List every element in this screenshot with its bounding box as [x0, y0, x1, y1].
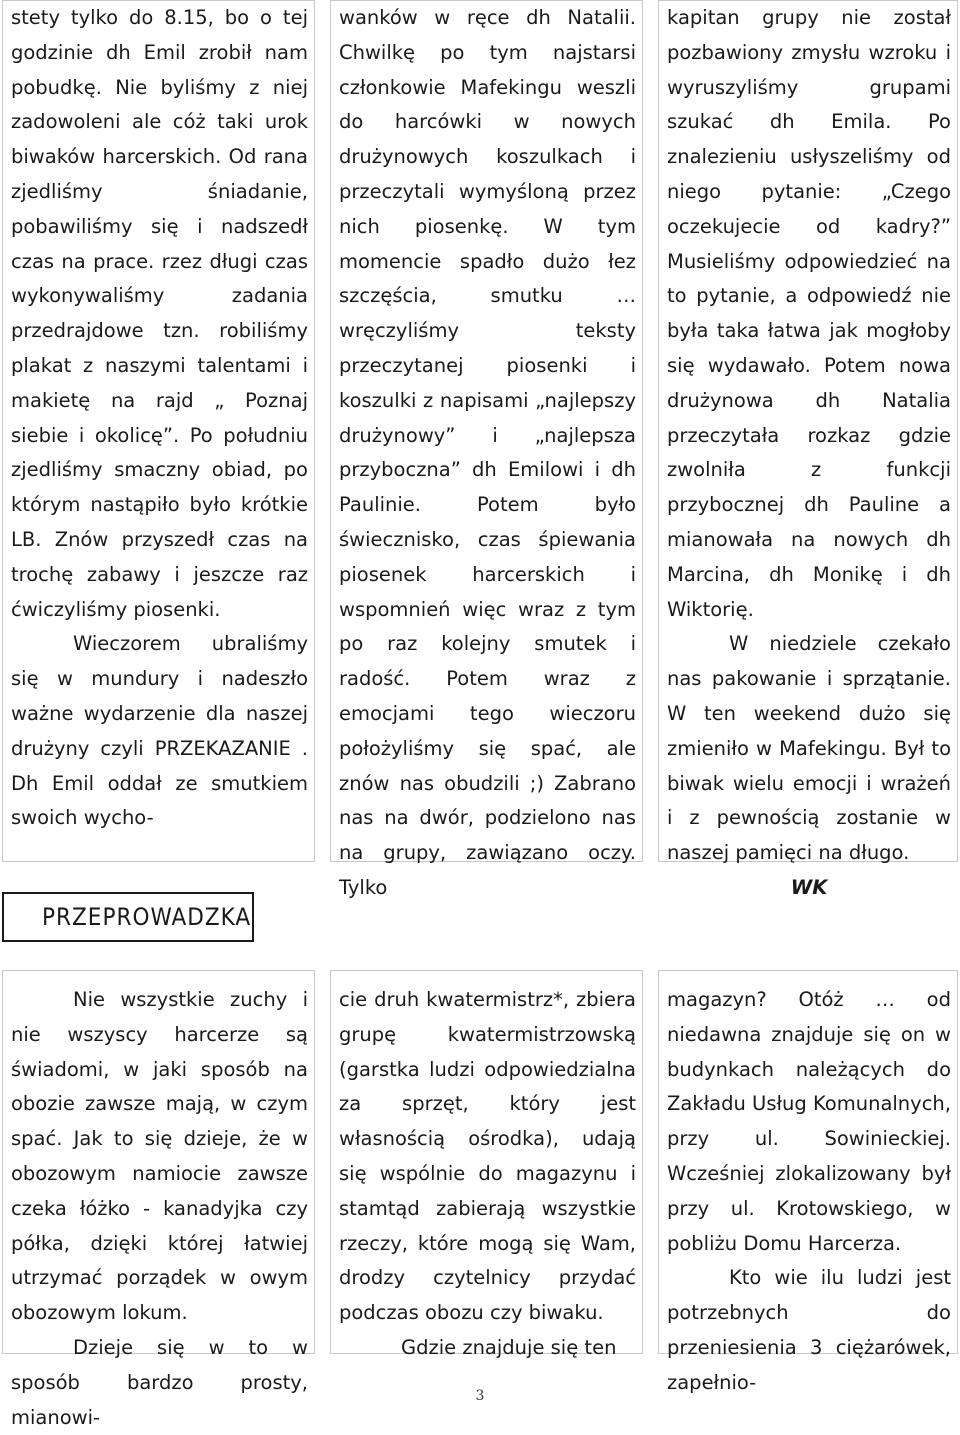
- article-bottom-column-2: [330, 970, 643, 1359]
- article-top-column-1: [2, 0, 315, 862]
- author-signature: WK: [790, 875, 828, 899]
- paragraph: Dzieje się w to w sposób bardzo prosty, mianowi-: [11, 1335, 308, 1429]
- paragraph: magazyn? Otóż … od niedawna znajduje się on w budynkach należących do Zakładu Usług Komunalnych, przy ul. Sowinieckiej. Wcześniej zlokalizowany był przy ul. Krotowskiego, w pobliżu Domu Harcerza.: [667, 988, 951, 1255]
- paragraph: Kto wie ilu ludzi jest potrzebnych do przeniesienia 3 ciężarówek, zapełnio-: [667, 1266, 951, 1394]
- paragraph: Nie wszystkie zuchy i nie wszyscy harcerze są świadomi, w jaki sposób na obozie zawsze mają, w czym spać. Jak to się dzieje, że w obozowym namiocie zawsze czeka łóżko - kanadyjka czy półka, dzięki której łatwiej utrzymać porządek w owym obozowym lokum.: [11, 988, 308, 1325]
- paragraph: Wieczorem ubraliśmy się w mundury i nadeszło ważne wydarzenie dla naszej drużyny czyli PRZEKAZANIE . Dh Emil oddał ze smutkiem swoich wycho-: [11, 632, 308, 830]
- article-top-column-3: [658, 0, 958, 899]
- paragraph: stety tylko do 8.15, bo o tej godzinie dh Emil zrobił nam pobudkę. Nie byliśmy z niej zadowoleni ale cóż taki urok biwaków harcerskich. Od rana zjedliśmy śniadanie, pobawiliśmy się i nadszedł czas na prace. rzez długi czas wykonywaliśmy zadania przedrajdowe tzn. robiliśmy plakat z naszymi talentami i makietę na rajd „ Poznaj siebie i okolicę”. Po południu zjedliśmy smaczny obiad, po którym nastąpiło było krótkie LB. Znów przyszedł czas na trochę zabawy i jeszcze raz ćwiczyliśmy piosenki.: [11, 6, 308, 621]
- article-bottom-column-1: [2, 970, 315, 1429]
- section-heading: PRZEPROWADZKA: [2, 892, 254, 942]
- paragraph: Gdzie znajduje się ten: [401, 1335, 617, 1359]
- paragraph: wanków w ręce dh Natalii. Chwilkę po tym najstarsi członkowie Mafekingu weszli do harcówki w nowych drużynowych koszulkach i przeczytali wymyśloną przez nich piosenkę. W tym momencie spadło dużo łez szczęścia, smutku … wręczyliśmy teksty przeczytanej piosenki i koszulki z napisami „najlepszy drużynowy” i „najlepsza przyboczna” dh Emilowi i dh Paulinie. Potem było świecznisko, czas śpiewania piosenek harcerskich i wspomnień więc wraz z tym po raz kolejny smutek i radość. Potem wraz z emocjami tego wieczoru położyliśmy się spać, ale znów nas obudzili ;) Zabrano nas na dwór, podzielono nas na grupy, zawiązano oczy. Tylko: [339, 6, 636, 899]
- paragraph: W niedziele czekało nas pakowanie i sprzątanie. W ten weekend dużo się zmieniło w Mafekingu. Był to biwak wielu emocji i wrażeń i z pewnością zostanie w naszej pamięci na długo.: [667, 632, 951, 865]
- paragraph: cie druh kwatermistrz*, zbiera grupę kwatermistrzowską (garstka ludzi odpowiedzialna za sprzęt, który jest własnością ośrodka), udają się wspólnie do magazynu i stamtąd zabierają wszystkie rzeczy, które mogą się Wam, drodzy czytelnicy przydać podczas obozu czy biwaku.: [339, 988, 636, 1325]
- article-top-column-2: [330, 0, 643, 899]
- paragraph: kapitan grupy nie został pozbawiony zmysłu wzroku i wyruszyliśmy grupami szukać dh Emila. Po znalezieniu usłyszeliśmy od niego pytanie: „Czego oczekujecie od kadry?” Musieliśmy odpowiedzieć na to pytanie, a odpowiedź nie była taka łatwa jak mogłoby się wydawało. Potem nowa drużynowa dh Natalia przeczytała rozkaz gdzie zwolniła z funkcji przybocznej dh Pauline a mianowała na nowych dh Marcina, dh Monikę i dh Wiktorię.: [667, 6, 951, 621]
- page-number: 3: [475, 1388, 485, 1404]
- article-bottom-column-3: [658, 970, 958, 1394]
